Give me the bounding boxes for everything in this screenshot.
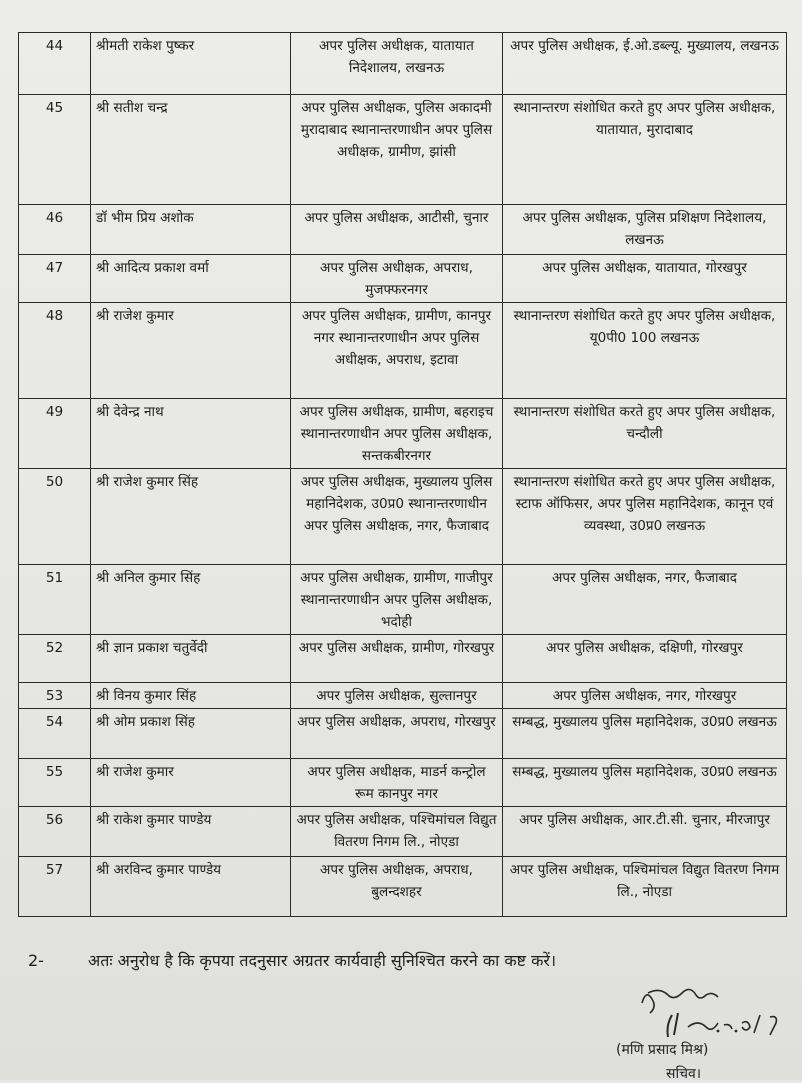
table-row xyxy=(19,857,787,917)
table-row xyxy=(19,709,787,759)
table-row xyxy=(19,399,787,469)
serial-number-cell: 49 xyxy=(19,399,91,469)
serial-number-cell: 56 xyxy=(19,807,91,857)
officer-name-cell: श्री आदित्य प्रकाश वर्मा xyxy=(91,255,291,303)
serial-number-cell: 55 xyxy=(19,759,91,807)
handwritten-signature xyxy=(600,985,795,1045)
table-row xyxy=(19,807,787,857)
table-row xyxy=(19,683,787,709)
paragraph-number: 2- xyxy=(28,951,44,970)
current-posting-cell: अपर पुलिस अधीक्षक, अपराध, मुजफ्फरनगर xyxy=(291,255,503,303)
officer-name-cell: श्रीमती राकेश पुष्कर xyxy=(91,33,291,95)
table-row xyxy=(19,565,787,635)
current-posting-cell: अपर पुलिस अधीक्षक, ग्रामीण, बहराइच स्थानान्तरणाधीन अपर पुलिस अधीक्षक, सन्तकबीरनगर xyxy=(291,399,503,469)
serial-number-cell: 51 xyxy=(19,565,91,635)
serial-number-cell: 46 xyxy=(19,205,91,255)
officer-name-cell: श्री राजेश कुमार सिंह xyxy=(91,469,291,565)
current-posting-cell: अपर पुलिस अधीक्षक, ग्रामीण, कानपुर नगर स्थानान्तरणाधीन अपर पुलिस अधीक्षक, अपराध, इटावा xyxy=(291,303,503,399)
serial-number-cell: 54 xyxy=(19,709,91,759)
new-posting-cell: सम्बद्ध, मुख्यालय पुलिस महानिदेशक, उ0प्र0 लखनऊ xyxy=(503,759,787,807)
serial-number-cell: 48 xyxy=(19,303,91,399)
table-row xyxy=(19,33,787,95)
signatory-designation: सचिव। xyxy=(666,1066,702,1082)
transfer-table xyxy=(18,32,787,917)
table-row xyxy=(19,303,787,399)
new-posting-cell: स्थानान्तरण संशोधित करते हुए अपर पुलिस अधीक्षक, चन्दौली xyxy=(503,399,787,469)
current-posting-cell: अपर पुलिस अधीक्षक, अपराध, गोरखपुर xyxy=(291,709,503,759)
request-paragraph xyxy=(28,950,788,972)
serial-number-cell: 45 xyxy=(19,95,91,205)
signatory-name: (मणि प्रसाद मिश्र) xyxy=(616,1042,709,1058)
current-posting-cell: अपर पुलिस अधीक्षक, ग्रामीण, गाजीपुर स्थानान्तरणाधीन अपर पुलिस अधीक्षक, भदोही xyxy=(291,565,503,635)
officer-name-cell: श्री देवेन्द्र नाथ xyxy=(91,399,291,469)
current-posting-cell: अपर पुलिस अधीक्षक, माडर्न कन्ट्रोल रूम कानपुर नगर xyxy=(291,759,503,807)
new-posting-cell: अपर पुलिस अधीक्षक, नगर, फैजाबाद xyxy=(503,565,787,635)
table-row xyxy=(19,255,787,303)
table-row xyxy=(19,205,787,255)
new-posting-cell: सम्बद्ध, मुख्यालय पुलिस महानिदेशक, उ0प्र0 लखनऊ xyxy=(503,709,787,759)
new-posting-cell: स्थानान्तरण संशोधित करते हुए अपर पुलिस अधीक्षक, यातायात, मुरादाबाद xyxy=(503,95,787,205)
new-posting-cell: स्थानान्तरण संशोधित करते हुए अपर पुलिस अधीक्षक, यू0पी0 100 लखनऊ xyxy=(503,303,787,399)
signature-block xyxy=(600,985,795,1080)
table-row xyxy=(19,95,787,205)
current-posting-cell: अपर पुलिस अधीक्षक, पश्चिमांचल विद्युत वितरण निगम लि., नोएडा xyxy=(291,807,503,857)
officer-name-cell: श्री राकेश कुमार पाण्डेय xyxy=(91,807,291,857)
officer-name-cell: डॉ भीम प्रिय अशोक xyxy=(91,205,291,255)
table-row xyxy=(19,759,787,807)
new-posting-cell: अपर पुलिस अधीक्षक, पश्चिमांचल विद्युत वितरण निगम लि., नोएडा xyxy=(503,857,787,917)
new-posting-cell: अपर पुलिस अधीक्षक, दक्षिणी, गोरखपुर xyxy=(503,635,787,683)
current-posting-cell: अपर पुलिस अधीक्षक, मुख्यालय पुलिस महानिदेशक, उ0प्र0 स्थानान्तरणाधीन अपर पुलिस अधीक्षक, नगर, फैजाबाद xyxy=(291,469,503,565)
serial-number-cell: 50 xyxy=(19,469,91,565)
table-row xyxy=(19,469,787,565)
table-row xyxy=(19,635,787,683)
current-posting-cell: अपर पुलिस अधीक्षक, यातायात निदेशालय, लखनऊ xyxy=(291,33,503,95)
officer-name-cell: श्री सतीश चन्द्र xyxy=(91,95,291,205)
current-posting-cell: अपर पुलिस अधीक्षक, अपराध, बुलन्दशहर xyxy=(291,857,503,917)
officer-name-cell: श्री अनिल कुमार सिंह xyxy=(91,565,291,635)
new-posting-cell: अपर पुलिस अधीक्षक, ई.ओ.डब्ल्यू. मुख्यालय, लखनऊ xyxy=(503,33,787,95)
officer-name-cell: श्री राजेश कुमार xyxy=(91,759,291,807)
current-posting-cell: अपर पुलिस अधीक्षक, पुलिस अकादमी मुरादाबाद स्थानान्तरणाधीन अपर पुलिस अधीक्षक, ग्रामीण, झांसी xyxy=(291,95,503,205)
officer-name-cell: श्री राजेश कुमार xyxy=(91,303,291,399)
new-posting-cell: अपर पुलिस अधीक्षक, आर.टी.सी. चुनार, मीरजापुर xyxy=(503,807,787,857)
current-posting-cell: अपर पुलिस अधीक्षक, सुल्तानपुर xyxy=(291,683,503,709)
serial-number-cell: 53 xyxy=(19,683,91,709)
officer-name-cell: श्री विनय कुमार सिंह xyxy=(91,683,291,709)
current-posting-cell: अपर पुलिस अधीक्षक, आटीसी, चुनार xyxy=(291,205,503,255)
serial-number-cell: 57 xyxy=(19,857,91,917)
new-posting-cell: स्थानान्तरण संशोधित करते हुए अपर पुलिस अधीक्षक, स्टाफ ऑफिसर, अपर पुलिस महानिदेशक, कानून एवं व्यवस्था, उ0प्र0 लखनऊ xyxy=(503,469,787,565)
serial-number-cell: 44 xyxy=(19,33,91,95)
transfer-table-body xyxy=(19,33,787,917)
new-posting-cell: अपर पुलिस अधीक्षक, नगर, गोरखपुर xyxy=(503,683,787,709)
new-posting-cell: अपर पुलिस अधीक्षक, पुलिस प्रशिक्षण निदेशालय, लखनऊ xyxy=(503,205,787,255)
paragraph-text: अतः अनुरोध है कि कृपया तदनुसार अग्रतर कार्यवाही सुनिश्चित करने का कष्ट करें। xyxy=(88,951,557,970)
serial-number-cell: 52 xyxy=(19,635,91,683)
officer-name-cell: श्री अरविन्द कुमार पाण्डेय xyxy=(91,857,291,917)
serial-number-cell: 47 xyxy=(19,255,91,303)
officer-name-cell: श्री ओम प्रकाश सिंह xyxy=(91,709,291,759)
current-posting-cell: अपर पुलिस अधीक्षक, ग्रामीण, गोरखपुर xyxy=(291,635,503,683)
officer-name-cell: श्री ज्ञान प्रकाश चतुर्वेदी xyxy=(91,635,291,683)
new-posting-cell: अपर पुलिस अधीक्षक, यातायात, गोरखपुर xyxy=(503,255,787,303)
